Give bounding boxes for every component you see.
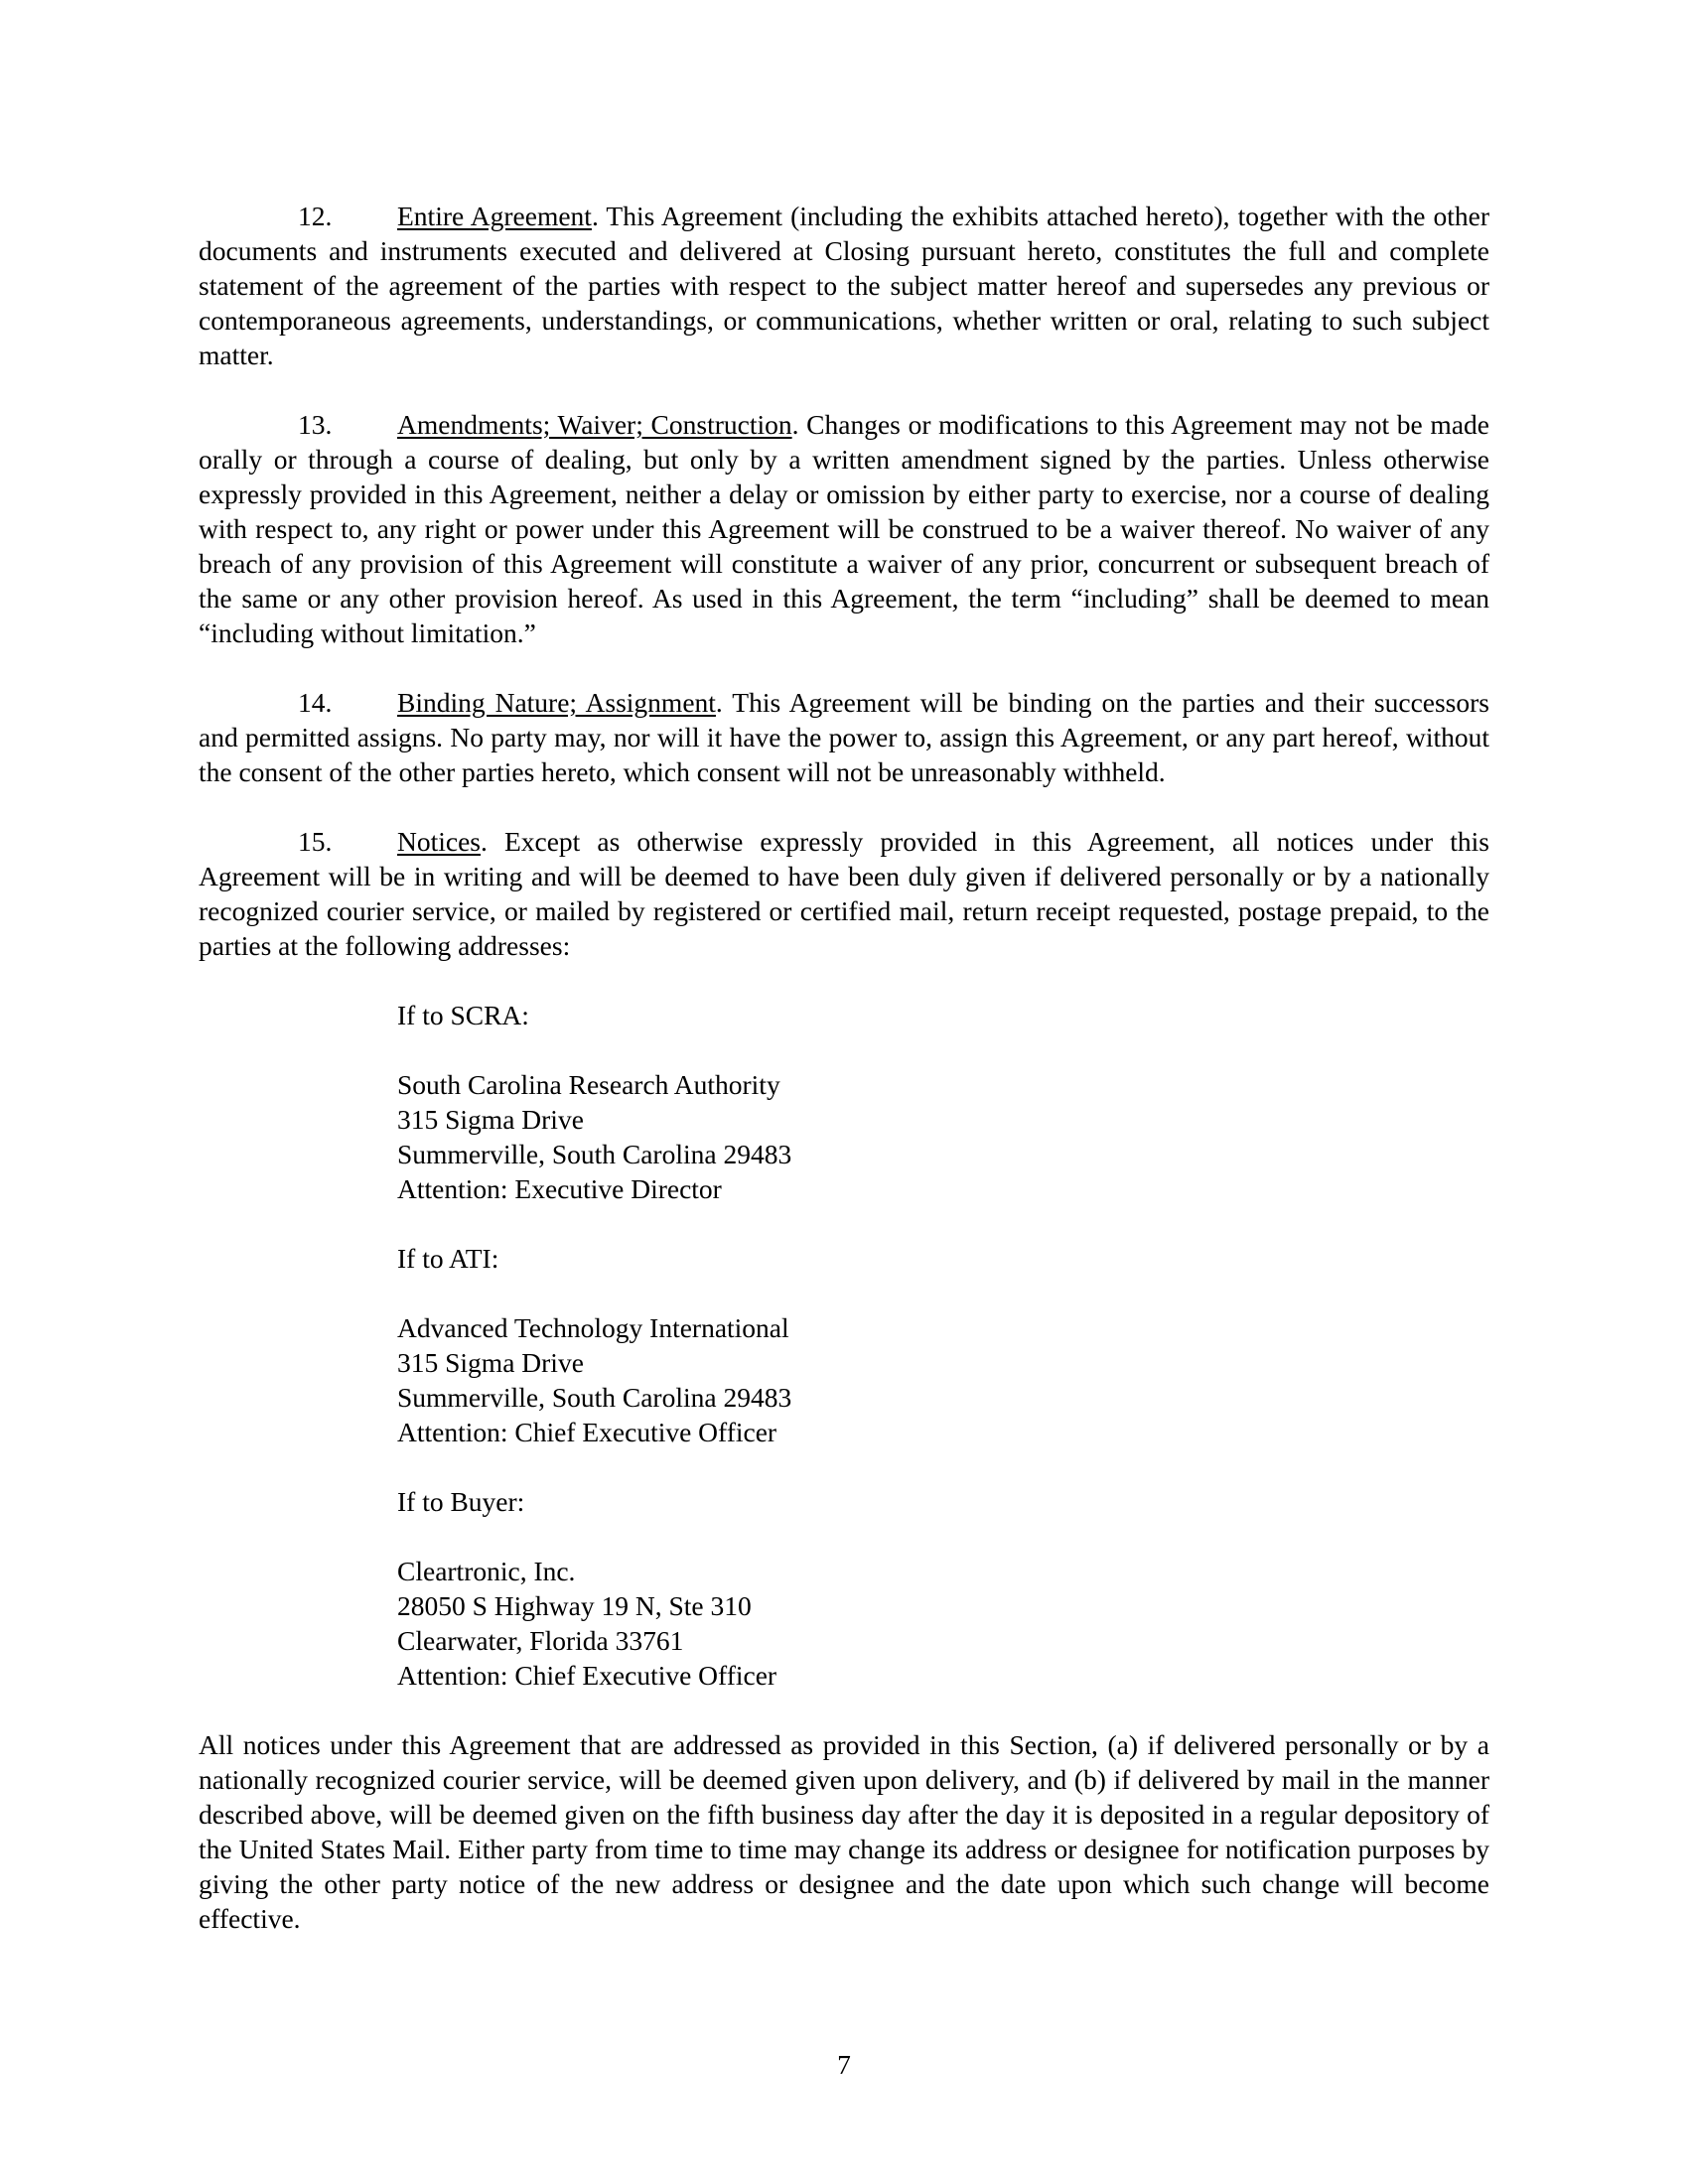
page-number: 7 [837, 2049, 851, 2080]
section-13 [199, 407, 1489, 650]
address-line: 28050 S Highway 19 N, Ste 310 [397, 1590, 752, 1621]
document-page [199, 199, 1489, 1936]
notice-label-buyer [397, 1484, 1489, 1519]
address-line: 315 Sigma Drive [397, 1347, 584, 1378]
closing-paragraph: All notices under this Agreement that are addressed as provided in this Section, (a) if delivered personally or by a nationally recognized courier service, will be deemed given upon delivery, and (b) if delivered by mail in the manner described above, will be deemed given on the fifth business day after the day it is deposited in a regular depository of the United States Mail. Either party from time to time may change its address or designee for notification purposes by giving the other party notice of the new address or designee and the date upon which such change will become effective. [199, 1729, 1489, 1934]
section-heading: Amendments; Waiver; Construction [397, 409, 792, 440]
notice-label-ati [397, 1241, 1489, 1276]
address-buyer [397, 1554, 1489, 1693]
address-line: Attention: Executive Director [397, 1173, 722, 1204]
address-line: Attention: Chief Executive Officer [397, 1417, 777, 1447]
address-line: Attention: Chief Executive Officer [397, 1660, 777, 1691]
address-line: Summerville, South Carolina 29483 [397, 1382, 792, 1413]
notice-label: If to SCRA: [397, 1000, 529, 1030]
section-body: . This Agreement (including the exhibits attached hereto), together with the other documents and instruments executed and delivered at Closing pursuant hereto, constitutes the full and complete statement of the agreement of the parties with respect to the subject matter hereof and supersedes any previous or contemporaneous agreements, understandings, or communications, whether written or oral, relating to such subject matter. [199, 201, 1489, 370]
section-number: 13. [298, 409, 333, 440]
address-line: Cleartronic, Inc. [397, 1556, 576, 1586]
address-line: Summerville, South Carolina 29483 [397, 1139, 792, 1169]
section-heading: Entire Agreement [397, 201, 592, 231]
section-14 [199, 685, 1489, 789]
section-15 [199, 824, 1489, 963]
address-line: 315 Sigma Drive [397, 1104, 584, 1135]
section-body: . Except as otherwise expressly provided in this Agreement, all notices under this Agreement will be in writing and will be deemed to have been duly given if delivered personally or by a nationally recognized courier service, or mailed by registered or certified mail, return receipt requested, postage prepaid, to the parties at the following addresses: [199, 826, 1489, 961]
section-body: . This Agreement will be binding on the parties and their successors and permitted assigns. No party may, nor will it have the power to, assign this Agreement, or any part hereof, without the consent of the other parties hereto, which consent will not be unreasonably withheld. [199, 687, 1489, 787]
section-heading: Binding Nature; Assignment [397, 687, 716, 718]
section-number: 15. [298, 826, 333, 857]
address-line: Clearwater, Florida 33761 [397, 1625, 684, 1656]
notice-label: If to ATI: [397, 1243, 499, 1274]
notice-label-scra [397, 998, 1489, 1032]
section-body: . Changes or modifications to this Agreement may not be made orally or through a course of dealing, but only by a written amendment signed by the parties. Unless otherwise expressly provided in this Agreement, neither a delay or omission by either party to exercise, nor a course of dealing with respect to, any right or power under this Agreement will be construed to be a waiver thereof. No waiver of any breach of any provision of this Agreement will constitute a waiver of any prior, concurrent or subsequent breach of the same or any other provision hereof. As used in this Agreement, the term “including” shall be deemed to mean “including without limitation.” [199, 409, 1489, 648]
address-line: Advanced Technology International [397, 1312, 789, 1343]
section-number: 14. [298, 687, 333, 718]
section-heading: Notices [397, 826, 482, 857]
section-number: 12. [298, 201, 333, 231]
notice-label: If to Buyer: [397, 1486, 525, 1517]
address-scra [397, 1067, 1489, 1206]
section-12 [199, 199, 1489, 372]
address-line: South Carolina Research Authority [397, 1069, 780, 1100]
address-ati [397, 1310, 1489, 1449]
